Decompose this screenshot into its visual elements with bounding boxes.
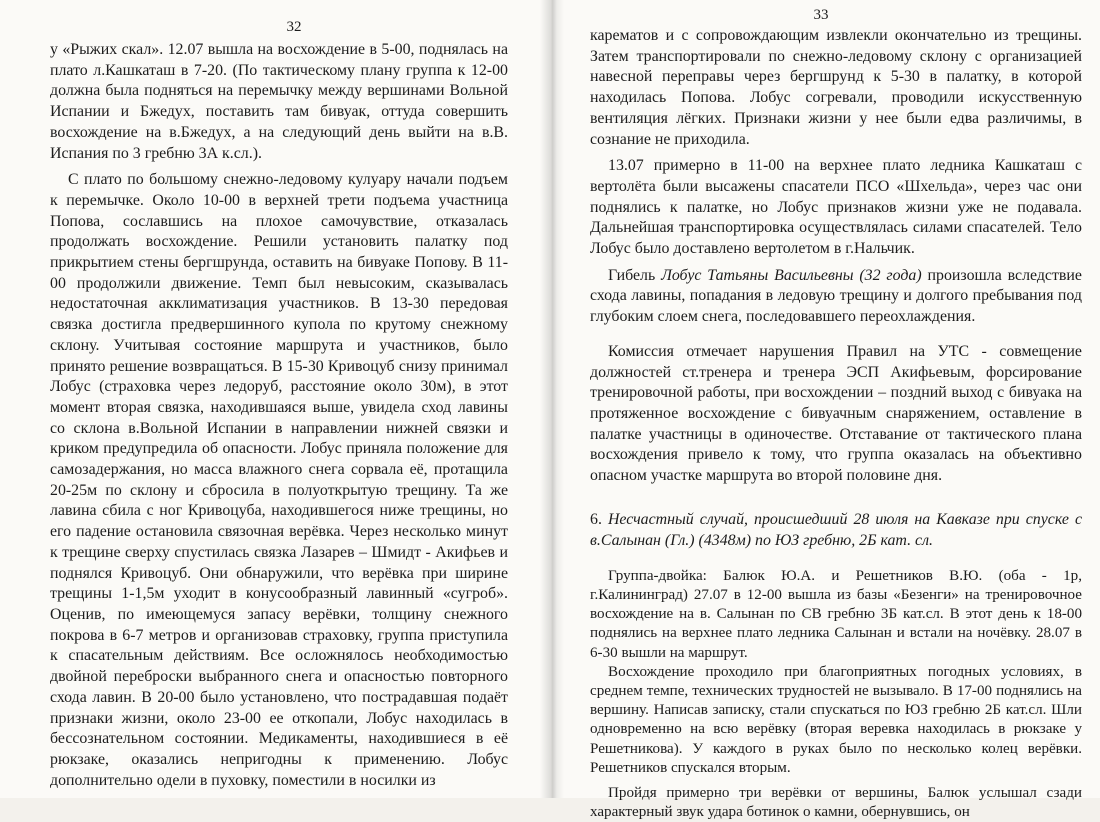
paragraph: Восхождение проходило при благоприятных погодных условиях, в среднем темпе, технических трудностей не вызывало. В 17-00 поднялись на вершину. Написав записку, стали спускаться по ЮЗ гребню 2Б кат.сл. Шли одновременно на всю верёвку (вторая веревка находилась в рюкзаке у Решетникова). У каждого в руках было по несколько колец верёвки. Решетников спускался вторым.	[590, 663, 1082, 776]
victim-name: Лобус Татьяны Васильевны (32 года)	[661, 266, 922, 284]
text-run: Гибель	[608, 266, 662, 284]
section-title: Несчастный случай, происшедший 28 июля на Кавказе при спуске с в.Салынан (Гл.) (4348м) по ЮЗ гребню, 2Б кат. сл.	[590, 510, 1082, 549]
commission-paragraph: Комиссия отмечает нарушения Правил на УТС - совмещение должностей ст.тренера и тренера ЭСП Акифьевым, форсирование тренировочной работы, при восхождении – поздний выход с бивуака на протяженное восхождение с бивуачным снаряжением, оставление в палатке участницы в одиночестве. Отставание от тактического плана восхождения привело к тому, что группа оказалась на объективно опасном участке маршрута во второй половине дня.	[590, 342, 1082, 485]
death-paragraph	[590, 266, 1082, 328]
section-number: 6.	[590, 510, 602, 528]
paragraph: С плато по большому снежно-ледовому кулуару начали подъем к перемычке. Около 10-00 в верхней трети подъема участница Попова, сославшись на плохое самочувствие, отказалась продолжать восхождение. Решили установить палатку под прикрытием стены бергшрунда, оставить на бивуаке Попову. В 11-00 продолжили движение. Темп был невысоким, сказывалась недостаточная акклиматизация участников. В 13-30 передовая связка достигла предвершинного купола по крутому снежному склону. Учитывая состояние маршрута и участников, было принято решение возвращаться. В 15-30 Кривоцуб снизу принимал Лобус (страховка через ледоруб, расстояние около 30м), в этот момент вторая связка, находившаяся выше, увидела сход лавины со склона в.Вольной Испании в направлении нижней связки и криком предупредила об опасности. Лобус приняла положение для самозадержания, но масса влажного снега сорвала её, протащила 20-25м по склону и сбросила в полуоткрытую трещину. Та же лавина сбила с ног Кривоцуба, находившегося ниже трещины, но его падение остановила связочная верёвка. Через несколько минут к трещине сверху спустилась связка Лазарев – Шмидт - Акифьев и поднялся Кривоцуб. Они обнаружили, что верёвка при ширине трещины 1-1,5м уходит в конусообразный лавинный «сугроб». Оценив, по имеющемуся запасу верёвки, толщину снежного покрова в 6-7 метров и организовав страховку, группа приступила к спасательным действиям. Все осложнялось необходимостью двойной переброски выбранного снега и опасностью повторного схода лавин. В 20-00 было установлено, что пострадавшая подаёт признаки жизни, около 23-00 ее откопали, Лобус находилась в бессознательном состоянии. Медикаменты, находившиеся в её рюкзаке, оказались непригодны к применению. Лобус дополнительно одели в пуховку, поместили в носилки из	[50, 171, 508, 789]
page-number: 32	[286, 19, 302, 35]
paragraph: карематов и с сопровождающим извлекли окончательно из трещины. Затем транспортировали по снежно-ледовому склону с организацией навесной переправы через бергшрунд к 5-30 в палатку, в которой находилась Попова. Лобус согревали, проводили искусственную вентиляция лёгких. Признаки жизни у нее были едва различимы, в сознание не приходила.	[590, 27, 1082, 148]
section-heading	[590, 509, 1082, 551]
paragraph: 13.07 примерно в 11-00 на верхнее плато ледника Кашкаташ с вертолёта были высажены спасатели ПСО «Шхельда», через час они поднялись к палатке, но Лобус признаков жизни уже не подавала. Дальнейшая транспортировка осуществлялась силами спасателей. Тело Лобус было доставлено вертолетом в г.Нальчик.	[590, 157, 1082, 258]
page-number: 33	[813, 7, 829, 23]
left-page	[0, 0, 548, 798]
section-body	[590, 567, 1082, 822]
text-run: произошла вследствие схода лавины, попадания в ледовую трещину и долгого пребывания под глубоким слоем снега, последовавшего переохлаждения.	[590, 266, 1082, 326]
paragraph: Группа-двойка: Балюк Ю.А. и Решетников В.Ю. (оба - 1р, г.Калининград) 27.07 в 12-00 вышла из базы «Безенги» на тренировочное восхождение на в. Салынан по СВ гребню 3Б кат.сл. В этот день к 18-00 поднялись на верхнее плато ледника Салынан и встали на ночёвку. 28.07 в 6-30 вышли на маршрут.	[590, 567, 1082, 661]
paragraph: Пройдя примерно три верёвки от вершины, Балюк услышал сзади характерный звук удара ботинок о камни, обернувшись, он	[590, 785, 1082, 821]
right-page	[548, 0, 1100, 821]
paragraph: у «Рыжих скал». 12.07 вышла на восхождение в 5-00, поднялась на плато л.Кашкаташ в 7-20. (По тактическому плану группа к 12-00 должна была подняться на перемычку между вершинами Вольной Испании и Бжедух, поставить там бивуак, оттуда совершить восхождение на в.Бжедух, а на следующий день выйти на в.В. Испания по 3 гребню 3А к.сл.).	[50, 41, 508, 162]
